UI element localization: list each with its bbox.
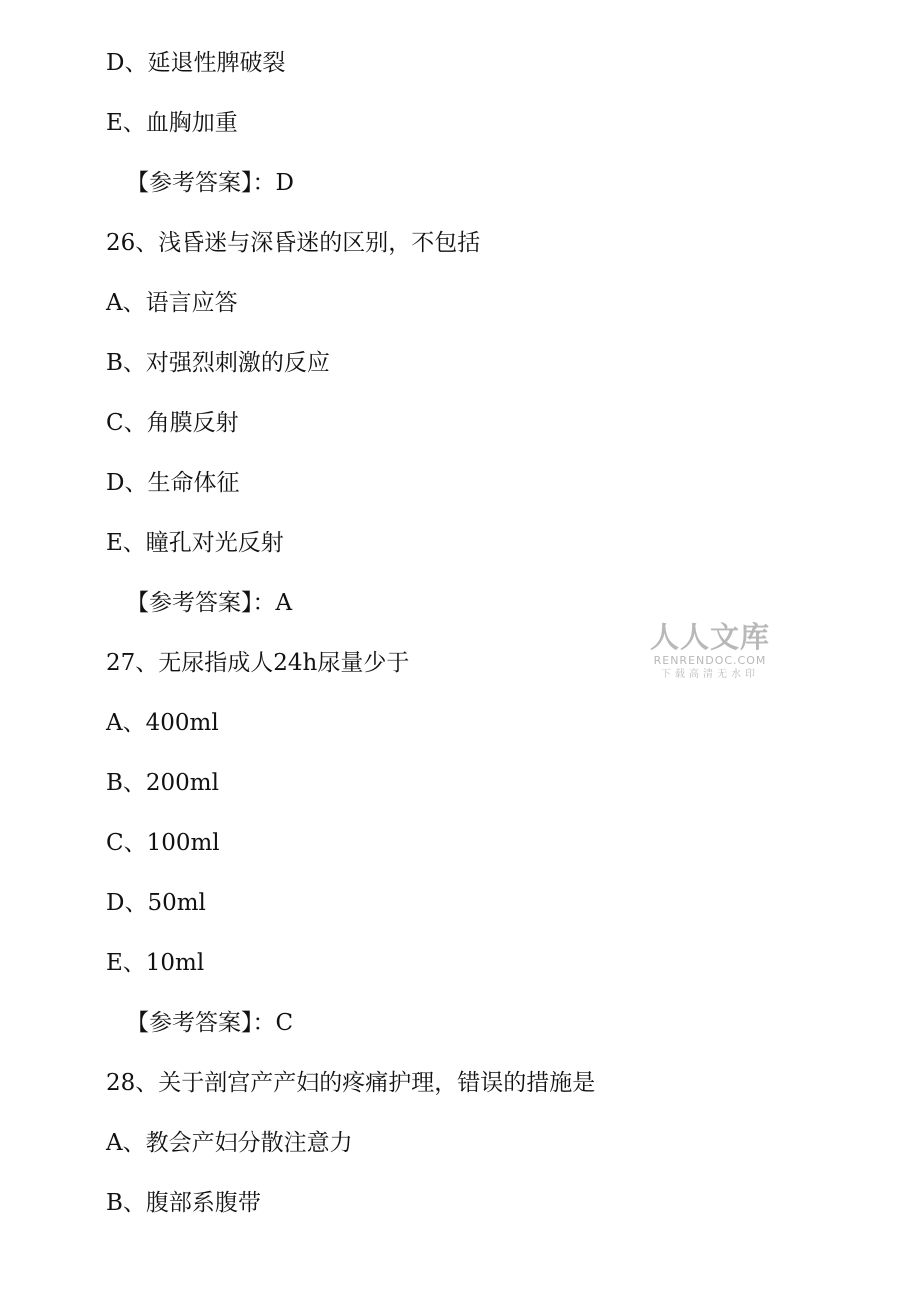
question-27: 27、无尿指成人24h尿量少于 xyxy=(106,650,410,676)
option-b-q28: B、腹部系腹带 xyxy=(106,1190,261,1216)
question-26: 26、浅昏迷与深昏迷的区别，不包括 xyxy=(106,230,481,256)
option-c-q26: C、角膜反射 xyxy=(106,410,239,436)
answer-q26: 【参考答案】：A xyxy=(126,590,293,616)
option-e-q26: E、瞳孔对光反射 xyxy=(106,530,284,556)
watermark-title: 人人文库 xyxy=(649,620,770,654)
watermark-url: RENRENDOC.COM xyxy=(653,654,767,667)
option-a-q26: A、语言应答 xyxy=(106,290,238,316)
option-d-q25: D、延退性脾破裂 xyxy=(106,50,286,76)
option-a-q27: A、400ml xyxy=(106,710,219,736)
question-28: 28、关于剖宫产产妇的疼痛护理，错误的措施是 xyxy=(106,1070,596,1096)
option-d-q26: D、生命体征 xyxy=(106,470,240,496)
watermark-subtitle: 下载高清无水印 xyxy=(661,669,759,680)
option-a-q28: A、教会产妇分散注意力 xyxy=(106,1130,353,1156)
option-e-q27: E、10ml xyxy=(106,950,205,976)
option-d-q27: D、50ml xyxy=(106,890,206,916)
option-b-q26: B、对强烈刺激的反应 xyxy=(106,350,330,376)
answer-q27: 【参考答案】：C xyxy=(126,1010,294,1036)
option-e-q25: E、血胸加重 xyxy=(106,110,238,136)
option-c-q27: C、100ml xyxy=(106,830,220,856)
watermark-logo xyxy=(648,620,772,682)
answer-q25: 【参考答案】：D xyxy=(126,170,294,196)
option-b-q27: B、200ml xyxy=(106,770,219,796)
